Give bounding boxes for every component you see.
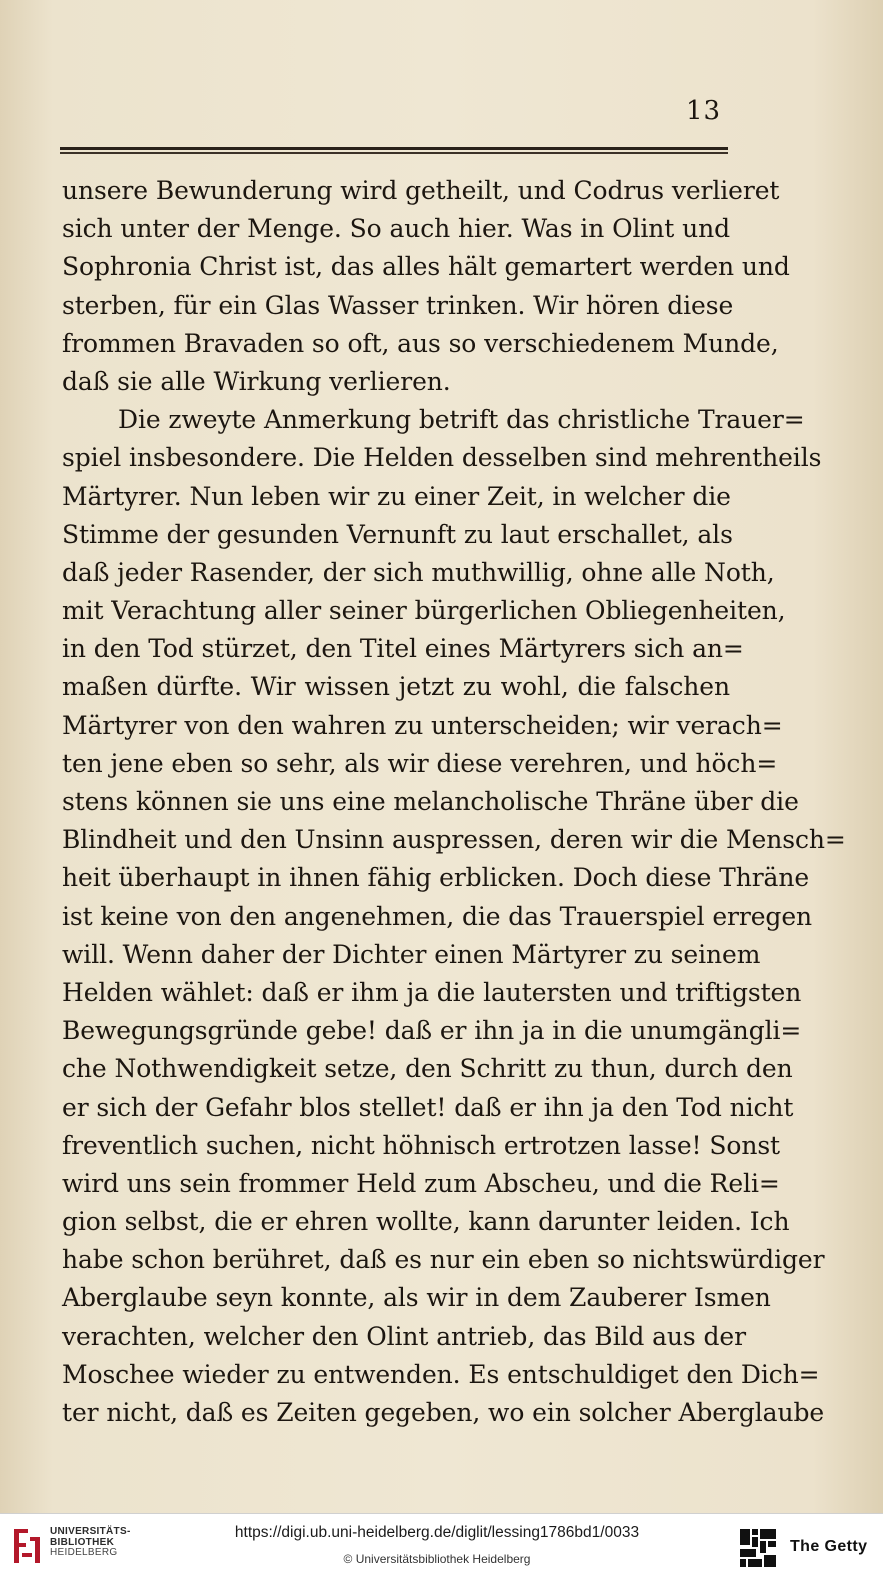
getty-logo-icon [738,1527,778,1569]
text-line: ter nicht, daß es Zeiten gegeben, wo ein solcher Aberglaube [62,1398,825,1427]
text-line: gion selbst, die er ehren wollte, kann darunter leiden. Ich [62,1207,790,1237]
text-line: sterben, für ein Glas Wasser trinken. Wir hören diese [62,290,734,320]
text-line: Helden wählet: daß er ihm ja die lautersten und triftigsten [62,977,802,1007]
text-line: daß sie alle Wirkung verlieren. [62,366,451,396]
logo-line-2: BIBLIOTHEK [50,1536,115,1548]
text-line: Märtyrer. Nun leben wir zu einer Zeit, in welcher die [62,481,731,511]
body-text [62,172,846,1432]
logo-line-1: UNIVERSITÄTS- [50,1526,131,1537]
text-line: Die zweyte Anmerkung betrift das christliche Trauer= [118,405,805,435]
text-line: verachten, welcher den Olint antrieb, das Bild aus der [62,1321,746,1351]
text-line: heit überhaupt in ihnen fähig erblicken. Doch diese Thräne [62,863,810,893]
text-line: Bewegungsgründe gebe! daß er ihn ja in die unumgängli= [62,1016,802,1046]
text-line: wird uns sein frommer Held zum Abscheu, und die Reli= [62,1168,780,1198]
text-line: spiel insbesondere. Die Helden desselben sind mehrentheils [62,443,822,473]
footer-bar [0,1513,883,1580]
text-line: che Nothwendigkeit setze, den Schritt zu thun, durch den [62,1054,793,1084]
text-line: Sophronia Christ ist, das alles hält gemartert werden und [62,252,790,282]
text-line: frommen Bravaden so oft, aus so verschiedenem Munde, [62,328,779,358]
page-number: 13 [686,96,722,126]
text-line: Blindheit und den Unsinn auspressen, deren wir die Mensch= [62,825,846,855]
logo-line-3: HEIDELBERG [50,1547,118,1558]
text-line: ten jene eben so sehr, als wir diese verehren, und höch= [62,748,778,778]
text-line: maßen dürfte. Wir wissen jetzt zu wohl, die falschen [62,672,730,702]
text-line: unsere Bewunderung wird getheilt, und Codrus verlieret [62,176,780,205]
text-line: daß jeder Rasender, der sich muthwillig, ohne alle Noth, [62,557,775,587]
text-line: habe schon berühret, daß es nur ein eben so nichtswürdiger [62,1245,825,1275]
text-line: Stimme der gesunden Vernunft zu laut erschallet, als [62,519,733,549]
header-rule [60,146,728,156]
getty-partner-label: The Getty [790,1538,868,1555]
text-line: Aberglaube seyn konnte, als wir in dem Zauberer Ismen [62,1283,771,1313]
university-library-logo-icon [10,1523,44,1569]
copyright-notice: © Universitätsbibliothek Heidelberg [343,1552,531,1566]
text-line: will. Wenn daher der Dichter einen Märtyrer zu seinem [62,939,761,969]
text-line: er sich der Gefahr blos stellet! daß er ihn ja den Tod nicht [62,1092,794,1122]
university-library-logo-text [50,1527,131,1559]
text-line: stens können sie uns eine melancholische Thräne über die [62,787,799,816]
text-line: Märtyrer von den wahren zu unterscheiden; wir verach= [62,710,783,740]
text-line: mit Verachtung aller seiner bürgerlichen Obliegenheiten, [62,596,786,626]
permalink-url[interactable]: https://digi.ub.uni-heidelberg.de/diglit/lessing1786bd1/0033 [234,1524,640,1541]
text-line: Moschee wieder zu entwenden. Es entschuldiget den Dich= [62,1359,820,1389]
text-line: freventlich suchen, nicht höhnisch ertrotzen lasse! Sonst [62,1130,781,1160]
text-line: in den Tod stürzet, den Titel eines Märtyrers sich an= [62,634,744,664]
text-line: sich unter der Menge. So auch hier. Was in Olint und [62,214,730,244]
text-line: ist keine von den angenehmen, die das Trauerspiel erregen [62,901,813,931]
